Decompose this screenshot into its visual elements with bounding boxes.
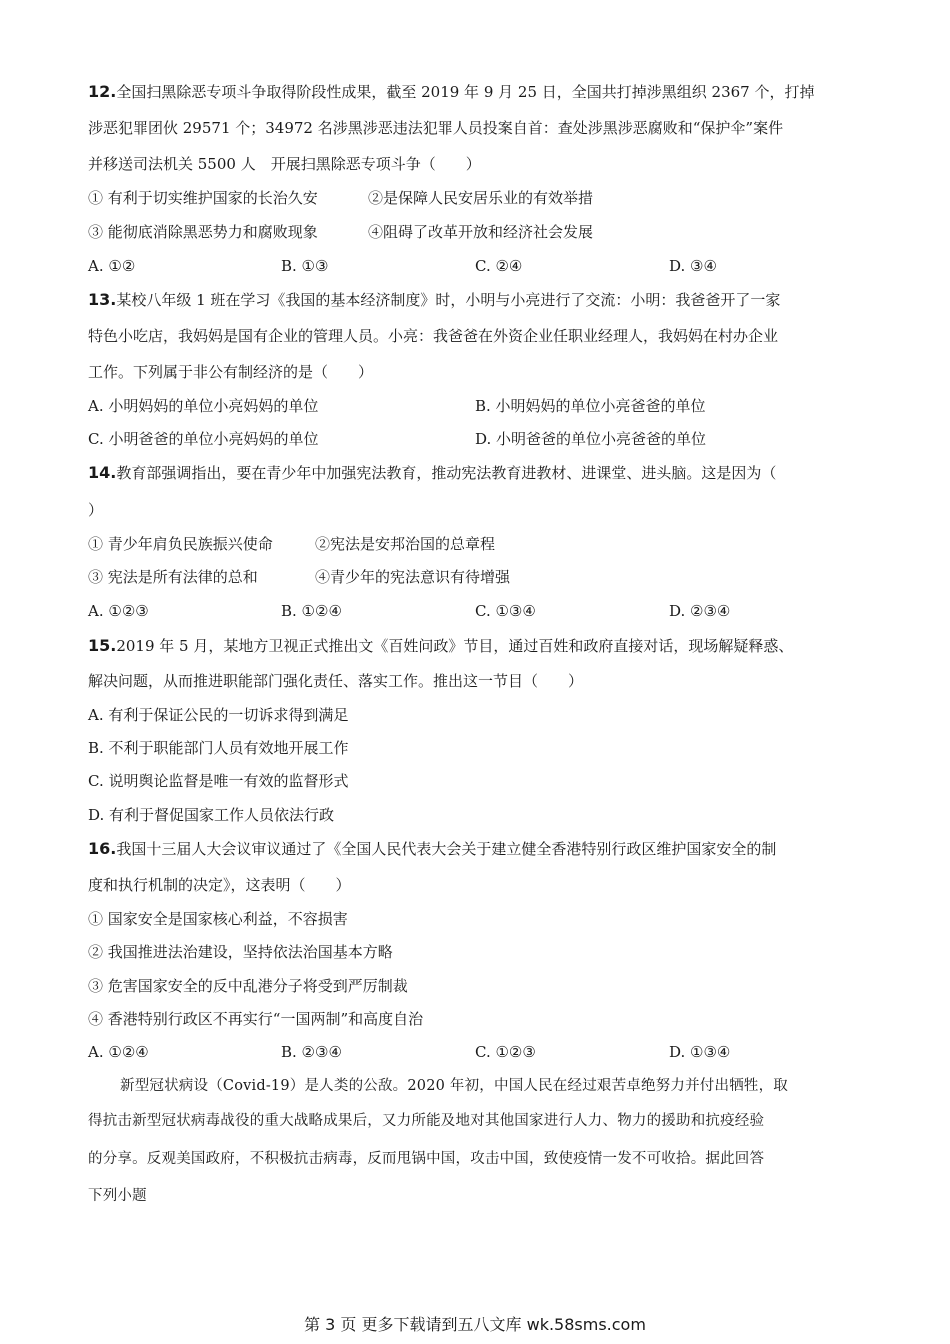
q12-option-b: B. ①③ xyxy=(281,257,329,275)
q14-statement-3: ③ 宪法是所有法律的总和 xyxy=(88,568,258,586)
q15-option-c: C. 说明舆论监督是唯一有效的监督形式 xyxy=(88,772,349,790)
q12-statement-3: ③ 能彻底消除黑恶势力和腐败现象 xyxy=(88,223,318,241)
q12-number: 12. xyxy=(88,82,117,101)
page-footer: 第 3 页 更多下载请到五八文库 wk.58sms.com xyxy=(304,1315,646,1334)
passage-line1: 新型冠状病设（Covid-19）是人类的公敌。2020 年初，中国人民在经过艰苦卓绝努力并付出牺牲，取 xyxy=(120,1078,788,1094)
q14-statement-2: ②宪法是安邦治国的总章程 xyxy=(315,535,496,553)
q14-statement-1: ① 青少年肩负民族振兴使命 xyxy=(88,535,273,553)
q15-line2: 解决问题，从而推进职能部门强化责任、落实工作。推出这一节目（ ） xyxy=(88,672,584,690)
q12-statement-2: ②是保障人民安居乐业的有效举措 xyxy=(368,189,594,207)
q14-number: 14. xyxy=(88,463,117,482)
passage-line3: 的分享。反观美国政府，不积极抗击病毒，反而甩锅中国，攻击中国，致使疫情一发不可收拾。据此回答 xyxy=(88,1151,765,1167)
q15-option-b: B. 不利于职能部门人员有效地开展工作 xyxy=(88,739,349,757)
q16-option-d: D. ①③④ xyxy=(669,1043,731,1061)
q12-line1: 12.全国扫黑除恶专项斗争取得阶段性成果，截至 2019 年 9 月 25 日，全国共打掉涉黑组织 2367 个，打掉 xyxy=(88,82,815,101)
q15-option-a: A. 有利于保证公民的一切诉求得到满足 xyxy=(88,706,349,724)
q16-option-b: B. ②③④ xyxy=(281,1043,342,1061)
q13-line1: 13.某校八年级 1 班在学习《我国的基本经济制度》时，小明与小亮进行了交流：小明：我爸爸开了一家 xyxy=(88,290,781,309)
q16-statement-3: ③ 危害国家安全的反中乱港分子将受到严厉制裁 xyxy=(88,977,408,995)
q16-statement-2: ② 我国推进法治建设，坚持依法治国基本方略 xyxy=(88,943,393,961)
q15-option-d: D. 有利于督促国家工作人员依法行政 xyxy=(88,806,335,824)
q15-line1: 15.2019 年 5 月，某地方卫视正式推出文《百姓问政》节目，通过百姓和政府直接对话，现场解疑释惑、 xyxy=(88,636,794,655)
q16-statement-1: ① 国家安全是国家核心利益，不容损害 xyxy=(88,910,348,928)
q16-line2: 度和执行机制的决定》，这表明（ ） xyxy=(88,876,351,894)
q16-statement-4: ④ 香港特别行政区不再实行“一国两制”和高度自治 xyxy=(88,1010,424,1028)
q14-statement-4: ④青少年的宪法意识有待增强 xyxy=(315,568,511,586)
q12-option-c: C. ②④ xyxy=(475,257,523,275)
q16-option-c: C. ①②③ xyxy=(475,1043,536,1061)
q14-option-b: B. ①②④ xyxy=(281,602,342,620)
q16-line1: 16.我国十三届人大会议审议通过了《全国人民代表大会关于建立健全香港特别行政区维护国家安全的制 xyxy=(88,839,777,858)
q13-line3: 工作。下列属于非公有制经济的是（ ） xyxy=(88,363,374,381)
q12-statement-4: ④阻碍了改革开放和经济社会发展 xyxy=(368,223,594,241)
q15-number: 15. xyxy=(88,636,117,655)
q14-option-c: C. ①③④ xyxy=(475,602,536,620)
q14-option-d: D. ②③④ xyxy=(669,602,731,620)
q14-option-a: A. ①②③ xyxy=(88,602,149,620)
q13-option-c: C. 小明爸爸的单位小亮妈妈的单位 xyxy=(88,430,319,448)
q13-option-b: B. 小明妈妈的单位小亮爸爸的单位 xyxy=(475,397,706,415)
q12-line3: 并移送司法机关 5500 人 开展扫黑除恶专项斗争（ ） xyxy=(88,155,481,173)
q14-line2: ） xyxy=(88,501,104,519)
q13-line2: 特色小吃店，我妈妈是国有企业的管理人员。小亮：我爸爸在外资企业任职业经理人，我妈妈在村办企业 xyxy=(88,327,779,345)
q13-option-a: A. 小明妈妈的单位小亮妈妈的单位 xyxy=(88,397,319,415)
q13-number: 13. xyxy=(88,290,117,309)
q12-option-d: D. ③④ xyxy=(669,257,717,275)
q12-line2: 涉恶犯罪团伙 29571 个；34972 名涉黑涉恶违法犯罪人员投案自首：查处涉黑涉恶腐败和“保护伞”案件 xyxy=(88,119,784,137)
passage-line4: 下列小题 xyxy=(88,1188,147,1204)
q13-option-d: D. 小明爸爸的单位小亮爸爸的单位 xyxy=(475,430,707,448)
q16-number: 16. xyxy=(88,839,117,858)
q12-statement-1: ① 有利于切实维护国家的长治久安 xyxy=(88,189,318,207)
q12-option-a: A. ①② xyxy=(88,257,136,275)
q16-option-a: A. ①②④ xyxy=(88,1043,149,1061)
passage-line2: 得抗击新型冠状病毒战役的重大战略成果后，又力所能及地对其他国家进行人力、物力的援助和抗疫经验 xyxy=(88,1113,765,1129)
q14-line1: 14.教育部强调指出，要在青少年中加强宪法教育，推动宪法教育进教材、进课堂、进头脑。这是因为（ xyxy=(88,463,777,482)
